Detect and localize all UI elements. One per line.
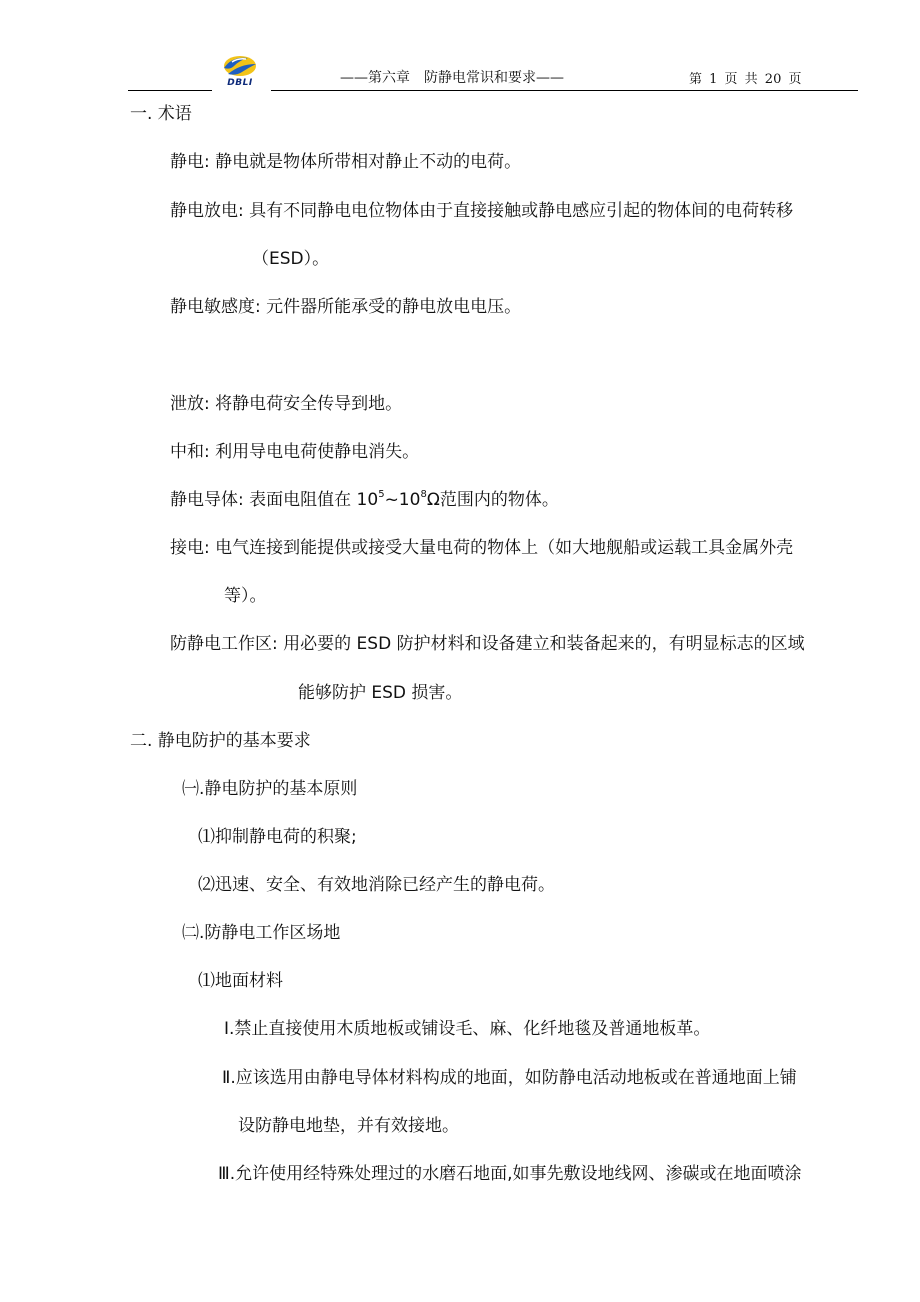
term-neutralize [170, 440, 419, 464]
term-label: 静电导体 [170, 490, 238, 510]
term-definition: 将静电荷安全传导到地。 [215, 394, 403, 414]
term-esd-continued: （ESD）。 [252, 249, 330, 269]
chapter-title: ——第六章 防静电常识和要求—— [340, 70, 564, 86]
term-grounding-continued: 等）。 [224, 586, 267, 606]
term-definition-prefix: 表面电阻值在 10 [249, 490, 379, 510]
header-rule-right [271, 90, 858, 91]
logo-text: DBLI [227, 78, 253, 88]
term-electrostatic [170, 150, 521, 174]
roman-item-2: Ⅱ.应该选用由静电导体材料构成的地面，如防静电活动地板或在普通地面上铺 [222, 1068, 797, 1088]
term-label: 静电放电 [170, 201, 238, 221]
term-label: 静电敏感度 [170, 297, 255, 317]
site-item-1: ⑴地面材料 [198, 971, 283, 991]
subsection2-heading: ㈡.防静电工作区场地 [182, 923, 341, 943]
term-definition-mid: ~10 [384, 490, 421, 510]
exponent-8: 8 [420, 489, 427, 501]
term-discharge [170, 392, 402, 416]
company-logo [218, 54, 262, 92]
subsection1-heading: ㈠.静电防护的基本原则 [182, 779, 358, 799]
term-grounding [170, 536, 793, 560]
term-definition: 静电就是物体所带相对静止不动的电荷。 [215, 152, 522, 172]
header-rule-left [128, 90, 212, 91]
roman-item-2-continued: 设防静电地垫，并有效接地。 [238, 1116, 459, 1136]
page-header [128, 50, 858, 94]
section1-heading: 一. 术语 [130, 104, 192, 124]
term-definition: 用必要的 ESD 防护材料和设备建立和装备起来的，有明显标志的区域 [283, 634, 805, 654]
term-separator: : [238, 201, 250, 221]
page-number: 第 1 页 共 20 页 [689, 72, 802, 87]
term-work-area [170, 632, 805, 656]
term-label: 中和 [170, 442, 204, 462]
term-label: 泄放 [170, 394, 204, 414]
roman-item-1: Ⅰ.禁止直接使用木质地板或铺设毛、麻、化纤地毯及普通地板革。 [224, 1019, 711, 1039]
principle-item-2: ⑵迅速、安全、有效地消除已经产生的静电荷。 [198, 875, 555, 895]
term-label: 接电 [170, 538, 204, 558]
term-esd [170, 199, 793, 223]
term-separator: : [238, 490, 250, 510]
term-separator: : [204, 442, 216, 462]
term-definition: 利用导电电荷使静电消失。 [215, 442, 420, 462]
term-separator: : [255, 297, 267, 317]
roman-item-3: Ⅲ.允许使用经特殊处理过的水磨石地面,如事先敷设地线网、渗碳或在地面喷涂 [218, 1164, 802, 1184]
term-definition: 电气连接到能提供或接受大量电荷的物体上（如大地舰船或运载工具金属外壳 [215, 538, 794, 558]
term-label: 防静电工作区 [170, 634, 272, 654]
term-work-area-continued: 能够防护 ESD 损害。 [298, 683, 463, 703]
exponent-5: 5 [378, 489, 385, 501]
term-separator: : [272, 634, 284, 654]
term-sensitivity [170, 295, 521, 319]
term-separator: : [204, 152, 216, 172]
logo-swoosh-icon [218, 54, 262, 80]
section2-heading: 二. 静电防护的基本要求 [130, 731, 311, 751]
term-definition: 具有不同静电电位物体由于直接接触或静电感应引起的物体间的电荷转移 [249, 201, 794, 221]
term-separator: : [204, 538, 216, 558]
term-definition: 元件器所能承受的静电放电电压。 [266, 297, 522, 317]
term-separator: : [204, 394, 216, 414]
term-conductor [170, 488, 559, 512]
principle-item-1: ⑴抑制静电荷的积聚; [198, 827, 357, 847]
term-definition-suffix: Ω范围内的物体。 [426, 490, 559, 510]
term-label: 静电 [170, 152, 204, 172]
